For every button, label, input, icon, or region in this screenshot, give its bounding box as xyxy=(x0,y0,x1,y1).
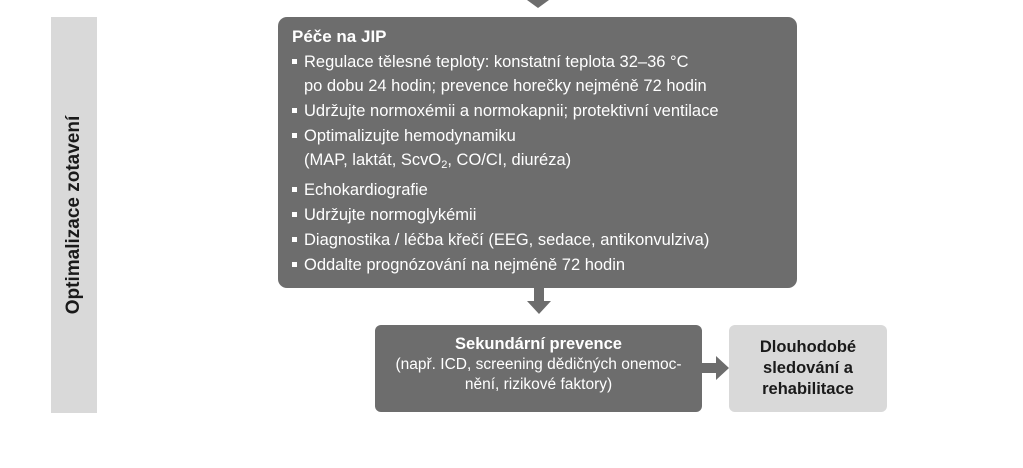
icu-item-echo xyxy=(292,178,783,202)
icu-item-text: Udržujte normoxémii a normokapnii; protektivní ventilace xyxy=(304,102,719,120)
icu-item-text-cont: , CO/CI, diuréza) xyxy=(447,151,572,169)
icu-item-text: Udržujte normoglykémii xyxy=(304,206,477,224)
right-arrow xyxy=(702,356,729,380)
subscript: 2 xyxy=(441,159,448,171)
icu-care-box xyxy=(278,17,797,288)
icu-item-text: Echokardiografie xyxy=(304,181,428,199)
icu-item-text-cont: (MAP, laktát, ScvO xyxy=(304,151,442,169)
secondary-desc-line2: nění, rizikové faktory) xyxy=(464,376,613,393)
icu-item-ventilation xyxy=(292,99,783,123)
icu-item-glycemia xyxy=(292,203,783,227)
icu-item-text: Diagnostika / léčba křečí (EEG, sedace, antikonvulziva) xyxy=(304,231,710,249)
icu-item-temperature xyxy=(292,50,783,98)
secondary-desc-line1: (např. ICD, screening dědičných onemoc- xyxy=(395,356,682,373)
incoming-arrow xyxy=(527,0,549,8)
icu-item-text: Regulace tělesné teploty: konstatní teplota 32–36 °C xyxy=(304,53,689,71)
icu-list xyxy=(292,50,783,277)
icu-item-text: Oddalte prognózování na nejméně 72 hodin xyxy=(304,256,626,274)
icu-item-hemodynamics xyxy=(292,124,783,177)
icu-item-seizures xyxy=(292,228,783,252)
phase-label: Optimalizace zotavení xyxy=(63,115,84,315)
icu-item-text-cont: po dobu 24 hodin; prevence horečky nejméně 72 hodin xyxy=(304,77,707,95)
down-arrow xyxy=(527,288,551,314)
follow-up-box xyxy=(729,325,887,412)
phase-bar xyxy=(51,17,97,413)
secondary-prevention-box xyxy=(375,325,702,412)
icu-item-prognosis xyxy=(292,253,783,277)
secondary-title: Sekundární prevence xyxy=(455,335,622,353)
icu-title: Péče na JIP xyxy=(292,27,387,46)
follow-up-text: Dlouhodobé sledování a rehabilitace xyxy=(759,338,857,398)
icu-item-text: Optimalizujte hemodynamiku xyxy=(304,127,516,145)
